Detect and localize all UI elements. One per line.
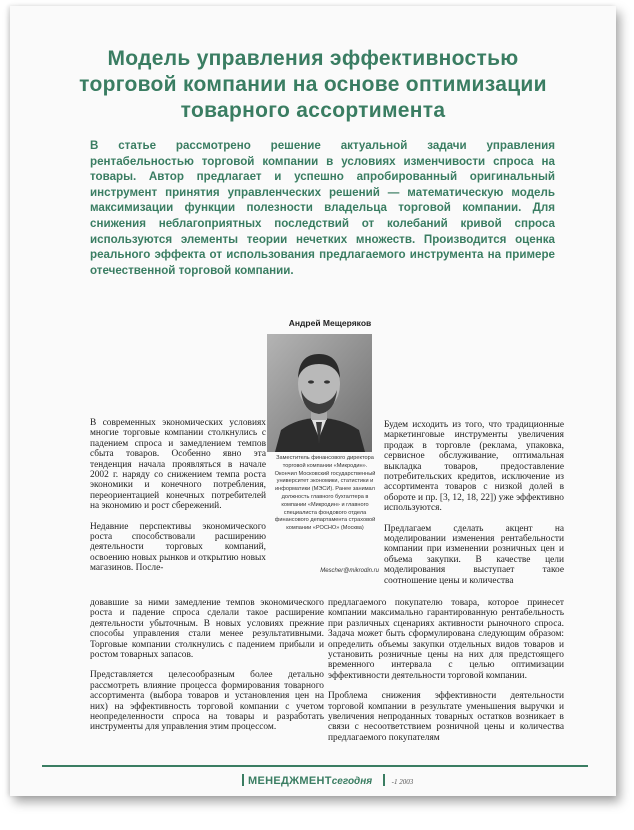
footer-divider (42, 765, 588, 767)
title-line-1: Модель управления эффективностью (107, 47, 519, 70)
paragraph: Представляется целесообразным более детально рассмотреть влияние процесса формирования товарного ассортимента (выбора товаров и установления цен на них) на эффективность торговой компании с учетом неопределенности спроса на товары и разработать инструменты для управления этим процессом. (90, 670, 324, 733)
column-1-lower (90, 598, 324, 743)
column-2 (384, 420, 564, 596)
paragraph: Проблема снижения эффективности деятельности торговой компании в результате уменьшения выручки и увеличения непроданных товарных остатков возникает в связи с несоответствием розничной цены и количества предлагаемого покупателям (328, 691, 564, 743)
footer (242, 771, 442, 787)
title-line-2: торговой компании на основе оптимизации (79, 73, 547, 96)
paragraph: предлагаемого покупателю товара, которое принесет компании максимально гарантированную рентабельность при различных сценариях активности рыночного спроса. Задача может быть сформулирована следующим образом: определить объемы закупки отдельных видов товаров и установить розничные цены на них для предстоящего временного интервала с целью оптимизации эффективности деятельности торговой компании. (328, 598, 564, 681)
column-1 (90, 418, 266, 584)
author-photo (267, 334, 372, 452)
footer-brand: МЕНЕДЖМЕНТ (248, 775, 332, 787)
paragraph: Будем исходить из того, что традиционные маркетинговые инструменты увеличения продаж в торговле (реклама, упаковка, сервисное обслуживание, оптимальная выкладка товаров, предоставление потребительских кредитов, исключение из ассортимента товаров с низкой долей в обороте и пр. [3, 12, 18, 22]) уже эффективно используются. (384, 420, 564, 514)
title-line-3: товарного ассортимента (180, 99, 446, 122)
paragraph: Предлагаем сделать акцент на моделировании изменения рентабельности компании при изменении розничных цен и объема закупки. В качестве цели моделирования выступает такое соотношение цены и количества (384, 523, 564, 586)
article-title (50, 46, 576, 124)
author-email: Mescher@mikrodin.ru (320, 568, 379, 574)
footer-issue: -1 2003 (391, 778, 414, 786)
paragraph: В современных экономических условиях многие торговые компании столкнулись с падением спроса и замедлением темпов сбыта товаров. Особенно явно эта тенденция начала проявляться в начале 2002 г. наряду со снижением темпа роста экономики и конечного потребления, переориентацией конечных потребителей на экономию и рост сбережений. (90, 418, 266, 512)
footer-brand-suffix: сегодня (331, 776, 373, 787)
magazine-page (10, 6, 616, 796)
footer-bar-icon (383, 774, 385, 786)
author-portrait-icon (267, 334, 372, 452)
paragraph: Недавние перспективы экономического роста способствовали расширению деятельности торговых компаний, освоению новых рынков и открытию новых магазинов. После- (90, 521, 266, 574)
paragraph: довавшие за ними замедление темпов экономического роста и падение спроса сделали такое расширение деятельности убыточным. В новых условиях прежние способы управления стали менее результативными. Торговые компании столкнулись с падением прибыли и ростом товарных запасов. (90, 598, 324, 661)
author-name: Андрей Мещеряков (288, 318, 372, 328)
author-caption: Заместитель финансового директора торговой компании «Микродин». Окончил Московский государственный университет экономики, статистики и информатики (МЭСИ). Ранее занимал должность главного бухгалтера в компании «Микродин» и главного специалиста фондового отдела финансового департамента страховой компании «РОСНО» (Москва) (274, 455, 376, 532)
article-abstract: В статье рассмотрено решение актуальной задачи управления рентабельностью торговой компании в условиях изменчивости спроса на товары. Автор предлагает и успешно апробированный оригинальный инструмент принятия управленческих решений — математическую модель максимизации функции полезности владельца торговой компании. Для снижения неблагоприятных последствий от колебаний кривой спроса используются элементы теории нечетких множеств. Производится оценка реального эффекта от использования предлагаемого инструмента на примере отечественной торговой компании. (90, 139, 555, 277)
column-2-lower (328, 598, 564, 753)
footer-bar-icon (242, 774, 244, 786)
